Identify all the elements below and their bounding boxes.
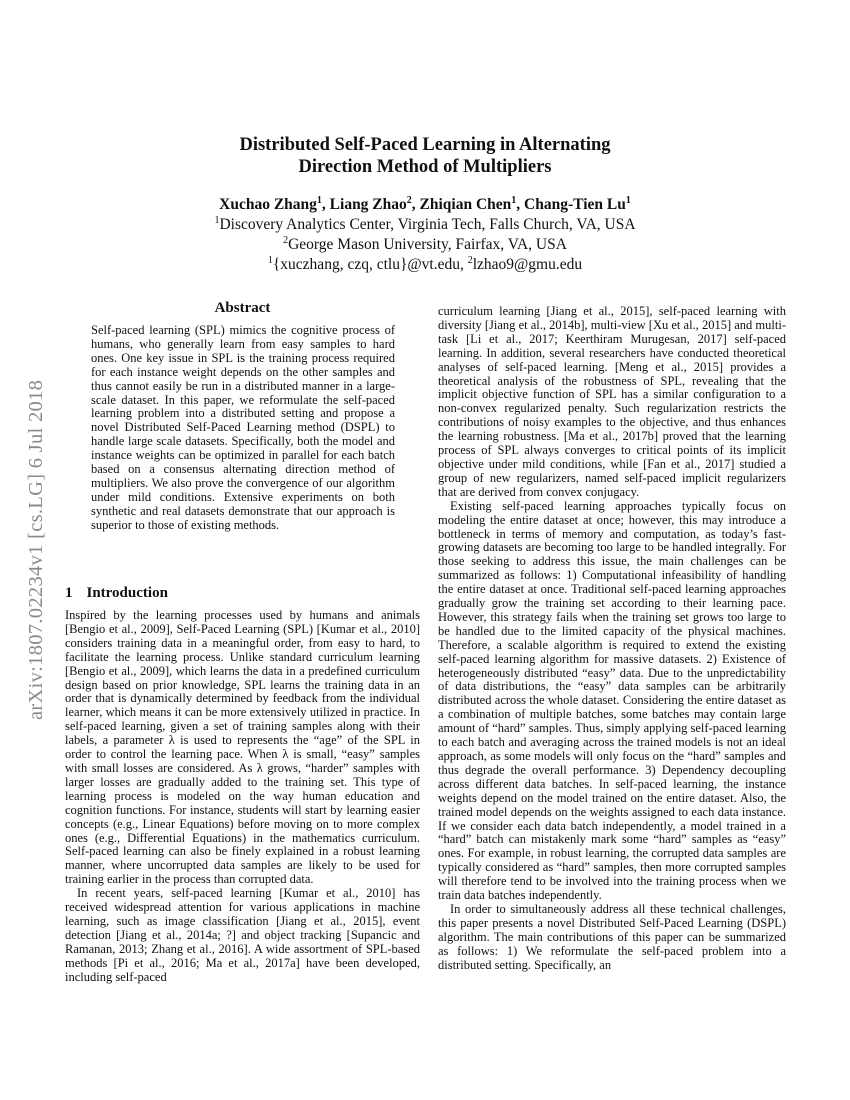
title-line-2: Direction Method of Multipliers <box>298 157 552 177</box>
affiliation-1 <box>150 215 700 235</box>
paragraph: In recent years, self-paced learning [Kumar et al., 2010] has received widespread attention for various applications in machine learning, such as image classification [Jiang et al., 2015], event detection [Jiang et al., 2014a; ?] and object tracking [Supancic and Ramanan, 2013; Zhang et al., 2016]. A wide assortment of SPL-based methods [Pi et al., 2016; Ma et al., 2017a] have been developed, including self-paced <box>65 886 420 984</box>
author-affil-mark: 2 <box>406 194 412 206</box>
email-1: {xuczhang, czq, ctlu}@vt.edu, <box>272 256 468 273</box>
author-block <box>150 195 700 275</box>
title-line-1: Distributed Self-Paced Learning in Alternating <box>239 135 611 155</box>
left-column <box>65 609 420 984</box>
affil-text: Discovery Analytics Center, Virginia Tech, Falls Church, VA, USA <box>219 216 636 233</box>
paper-title <box>150 134 700 178</box>
abstract-text: Self-paced learning (SPL) mimics the cognitive process of humans, who generally learn from easy samples to hard ones. One key issue in SPL is the training process required for each instance weight depends on the other samples and thus cannot easily be run in a distributed manner in a large-scale dataset. In this paper, we reformulate the self-paced learning problem into a distributed setting and propose a novel Distributed Self-Paced Learning method (DSPL) to handle large scale datasets. Specifically, both the model and instance weights can be optimized in parallel for each batch based on a consensus alternating direction method of multipliers. We also prove the convergence of our algorithm under mild conditions. Extensive experiments on both synthetic and real datasets demonstrate that our approach is superior to those of existing methods. <box>91 323 395 532</box>
author-name: Zhiqian Chen <box>419 196 512 213</box>
section-heading <box>65 585 168 602</box>
abstract-heading: Abstract <box>214 300 271 316</box>
paragraph: Existing self-paced learning approaches typically focus on modeling the entire dataset at once; however, this may introduce a bottleneck in terms of memory and computation, as today’s fast-growing datasets are becoming too large to be handled integrally. For those seeking to address this issue, the main challenges can be summarized as follows: 1) Computational infeasibility of handling the entire dataset at once. Traditional self-paced learning approaches gradually grow the training set according to their learning pace. However, this strategy fails when the training set grows too large to be handled due to the limited capacity of the physical machines. Therefore, a scalable algorithm is required to extend the existing self-paced learning algorithm for massive datasets. 2) Existence of heterogeneously distributed “easy” data. Due to the unpredictability of data distributions, the “easy” data samples can be arbitrarily distributed across the whole dataset. Considering the entire dataset as a combination of multiple batches, some batches may contain large amount of “hard” samples. Thus, simply applying self-paced learning to each batch and averaging across the trained models is not an ideal approach, as some models will only focus on the “hard” samples and thus degrade the overall performance. 3) Dependency decoupling across different data batches. In self-paced learning, the instance weights depend on the model trained on the entire dataset. Also, the trained model depends on the weights assigned to each data instance. If we consider each data batch independently, a model trained in a “hard” batch can mistakenly mark some “hard” samples as “easy” ones. For example, in robust learning, the corrupted data samples are typically considered as “hard” samples, then more corrupted samples will therefore tend to be involved into the training process when we train data batches independently. <box>438 498 786 903</box>
affil-text: George Mason University, Fairfax, VA, USA <box>288 236 567 253</box>
author-names: Xuchao Zhang$^1$, Liang Zhao$^2$, Zhiqian Chen$^1$, Chang-Tien Lu$^1$ <box>219 194 631 213</box>
affil-mark: 1 <box>214 214 220 226</box>
arxiv-id-text: arXiv:1807.02234v1 [cs.LG] 6 Jul 2018 <box>25 379 47 720</box>
paragraph: Inspired by the learning processes used by humans and animals [Bengio et al., 2009], Self-Paced Learning (SPL) [Kumar et al., 2010] considers training data in a meaningful order, from easy to hard, to facilitate the learning process. Unlike standard curriculum learning [Bengio et al., 2009], which learns the data in a predefined curriculum design based on prior knowledge, SPL learns the training data in an order that is dynamically determined by feedback from the individual learner, which means it can be more extensively utilized in practice. In self-paced learning, given a set of training samples along with their labels, a parameter λ is used to represents the “age” of the SPL in order to control the learning pace. When λ is small, “easy” samples with small losses are considered. As λ grows, “harder” samples with larger losses are gradually added to the training set. This type of learning process is modeled on the way human education and cognition functions. For instance, students will start by learning easier concepts (e.g., Linear Equations) before moving on to more complex ones (e.g., Differential Equations) in the mathematics curriculum. Self-paced learning can also be finely explained in a robust learning manner, where uncorrupted data samples are likely to be used for training earlier in the process than corrupted data. <box>65 608 420 887</box>
section-number: 1 <box>65 585 73 601</box>
author-name: Chang-Tien Lu <box>524 196 626 213</box>
author-affil-mark: 1 <box>316 194 322 206</box>
right-column <box>438 305 786 973</box>
paragraph: In order to simultaneously address all these technical challenges, this paper presents a novel Distributed Self-Paced Learning (DSPL) algorithm. The main contributions of this paper can be summarized as follows: 1) We reformulate the self-paced problem into a distributed setting. Specifically, an <box>438 901 786 972</box>
affil-mark: 1 <box>267 254 273 266</box>
author-affil-mark: 1 <box>511 194 517 206</box>
section-title: Introduction <box>86 585 168 601</box>
author-affil-mark: 1 <box>625 194 631 206</box>
affiliation-2 <box>150 235 700 255</box>
emails <box>150 255 700 275</box>
author-name: Liang Zhao <box>329 196 407 213</box>
affil-mark: 2 <box>467 254 473 266</box>
author-name: Xuchao Zhang <box>219 196 317 213</box>
paragraph: curriculum learning [Jiang et al., 2015], self-paced learning with diversity [Jiang et al., 2014b], multi-view [Xu et al., 2015] and multi-task [Li et al., 2017; Keerthiram Murugesan, 2017] self-paced learning. In addition, several researchers have conducted theoretical analyses of self-paced learning. [Meng et al., 2015] provides a theoretical analysis of the robustness of SPL, revealing that the implicit objective function of SPL has a similar configuration to a non-convex regularized penalty. Such regularization restricts the contributions of noisy examples to the objective, and thus enhances the learning robustness. [Ma et al., 2017b] proved that the learning process of SPL always converges to critical points of its implicit objective under mild conditions, while [Fan et al., 2017] studied a group of new regularizers, named self-paced implicit regularizers that are derived from convex conjugacy. <box>438 304 786 499</box>
arxiv-identifier <box>26 300 50 720</box>
email-2: lzhao9@gmu.edu <box>472 256 583 273</box>
affil-mark: 2 <box>283 234 289 246</box>
